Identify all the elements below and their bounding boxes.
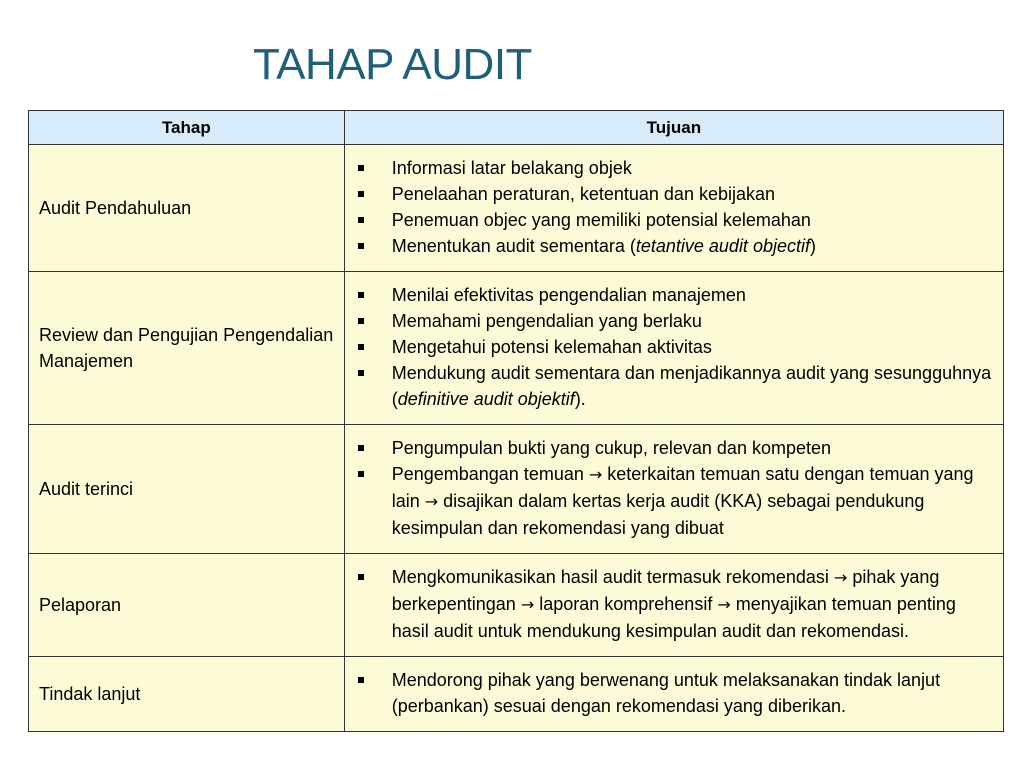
goal-list — [345, 564, 993, 644]
goal-list — [345, 435, 993, 541]
goal-text: menyajikan temuan penting hasil audit untuk mendukung kesimpulan audit dan rekomendasi. — [391, 594, 956, 641]
goal-item — [345, 667, 993, 719]
goal-list — [345, 155, 993, 259]
stage-cell: Audit terinci — [29, 425, 345, 554]
header-tujuan: Tujuan — [344, 111, 1003, 145]
goal-text: Penemuan objec yang memiliki potensial kelemahan — [391, 210, 811, 230]
square-bullet-icon — [358, 471, 364, 477]
table-row — [29, 657, 1004, 732]
header-tahap: Tahap — [29, 111, 345, 145]
audit-stages-table — [28, 110, 1004, 732]
goals-cell — [344, 425, 1003, 554]
stage-cell: Tindak lanjut — [29, 657, 345, 732]
goal-text: pihak yang berkepentingan — [391, 567, 940, 614]
goals-cell — [344, 657, 1003, 732]
goal-item — [345, 155, 993, 181]
goal-text: ). — [574, 389, 586, 409]
goal-text: ) — [809, 236, 816, 256]
goal-text: Mengetahui potensi kelemahan aktivitas — [391, 337, 712, 357]
goal-list — [345, 667, 993, 719]
arrow-right-icon: → — [424, 492, 439, 511]
goal-item — [345, 564, 993, 644]
goal-text: keterkaitan temuan satu dengan temuan yang lain — [391, 464, 974, 511]
goal-item — [345, 435, 993, 461]
goal-text: Mendukung audit sementara dan menjadikannya audit yang sesungguhnya ( — [391, 363, 992, 409]
goal-text: Memahami pengendalian yang berlaku — [391, 311, 702, 331]
goal-item — [345, 233, 993, 259]
goal-item — [345, 360, 993, 412]
square-bullet-icon — [358, 191, 364, 197]
goal-text: Mendorong pihak yang berwenang untuk melaksanakan tindak lanjut (perbankan) sesuai dengan rekomendasi yang diberikan. — [391, 670, 941, 716]
goal-text: laporan komprehensif — [534, 594, 718, 614]
goal-list — [345, 282, 993, 412]
goal-text: Mengkomunikasikan hasil audit termasuk rekomendasi — [391, 567, 834, 587]
table-row — [29, 425, 1004, 554]
square-bullet-icon — [358, 344, 364, 350]
arrow-right-icon: → — [588, 465, 603, 484]
goal-text: disajikan dalam kertas kerja audit (KKA) sebagai pendukung kesimpulan dan rekomendasi yang dibuat — [391, 491, 925, 538]
square-bullet-icon — [358, 292, 364, 298]
goal-item — [345, 334, 993, 360]
square-bullet-icon — [358, 318, 364, 324]
page-title: TAHAP AUDIT — [253, 40, 532, 89]
goals-cell — [344, 554, 1003, 657]
goal-item — [345, 461, 993, 541]
table-header-row — [29, 111, 1004, 145]
square-bullet-icon — [358, 243, 364, 249]
italic-term: tetantive audit objectif — [635, 236, 810, 256]
square-bullet-icon — [358, 370, 364, 376]
square-bullet-icon — [358, 574, 364, 580]
table-row — [29, 272, 1004, 425]
square-bullet-icon — [358, 445, 364, 451]
goal-text: Pengumpulan bukti yang cukup, relevan dan kompeten — [391, 438, 831, 458]
goal-item — [345, 181, 993, 207]
stage-cell: Review dan Pengujian Pengendalian Manajemen — [29, 272, 345, 425]
square-bullet-icon — [358, 677, 364, 683]
goal-text: Menilai efektivitas pengendalian manajemen — [391, 285, 746, 305]
goal-text: Pengembangan temuan — [391, 464, 589, 484]
italic-term: definitive audit objektif — [397, 389, 575, 409]
square-bullet-icon — [358, 165, 364, 171]
table-row — [29, 554, 1004, 657]
goal-item — [345, 308, 993, 334]
goal-item — [345, 207, 993, 233]
arrow-right-icon: → — [520, 595, 535, 614]
table-row — [29, 145, 1004, 272]
stage-cell: Pelaporan — [29, 554, 345, 657]
goals-cell — [344, 272, 1003, 425]
goals-cell — [344, 145, 1003, 272]
square-bullet-icon — [358, 217, 364, 223]
goal-text: Penelaahan peraturan, ketentuan dan kebijakan — [391, 184, 776, 204]
arrow-right-icon: → — [717, 595, 731, 614]
arrow-right-icon: → — [833, 568, 848, 587]
goal-text: Informasi latar belakang objek — [391, 158, 632, 178]
table-body — [29, 145, 1004, 732]
goal-item — [345, 282, 993, 308]
stage-cell: Audit Pendahuluan — [29, 145, 345, 272]
goal-text: Menentukan audit sementara ( — [391, 236, 636, 256]
